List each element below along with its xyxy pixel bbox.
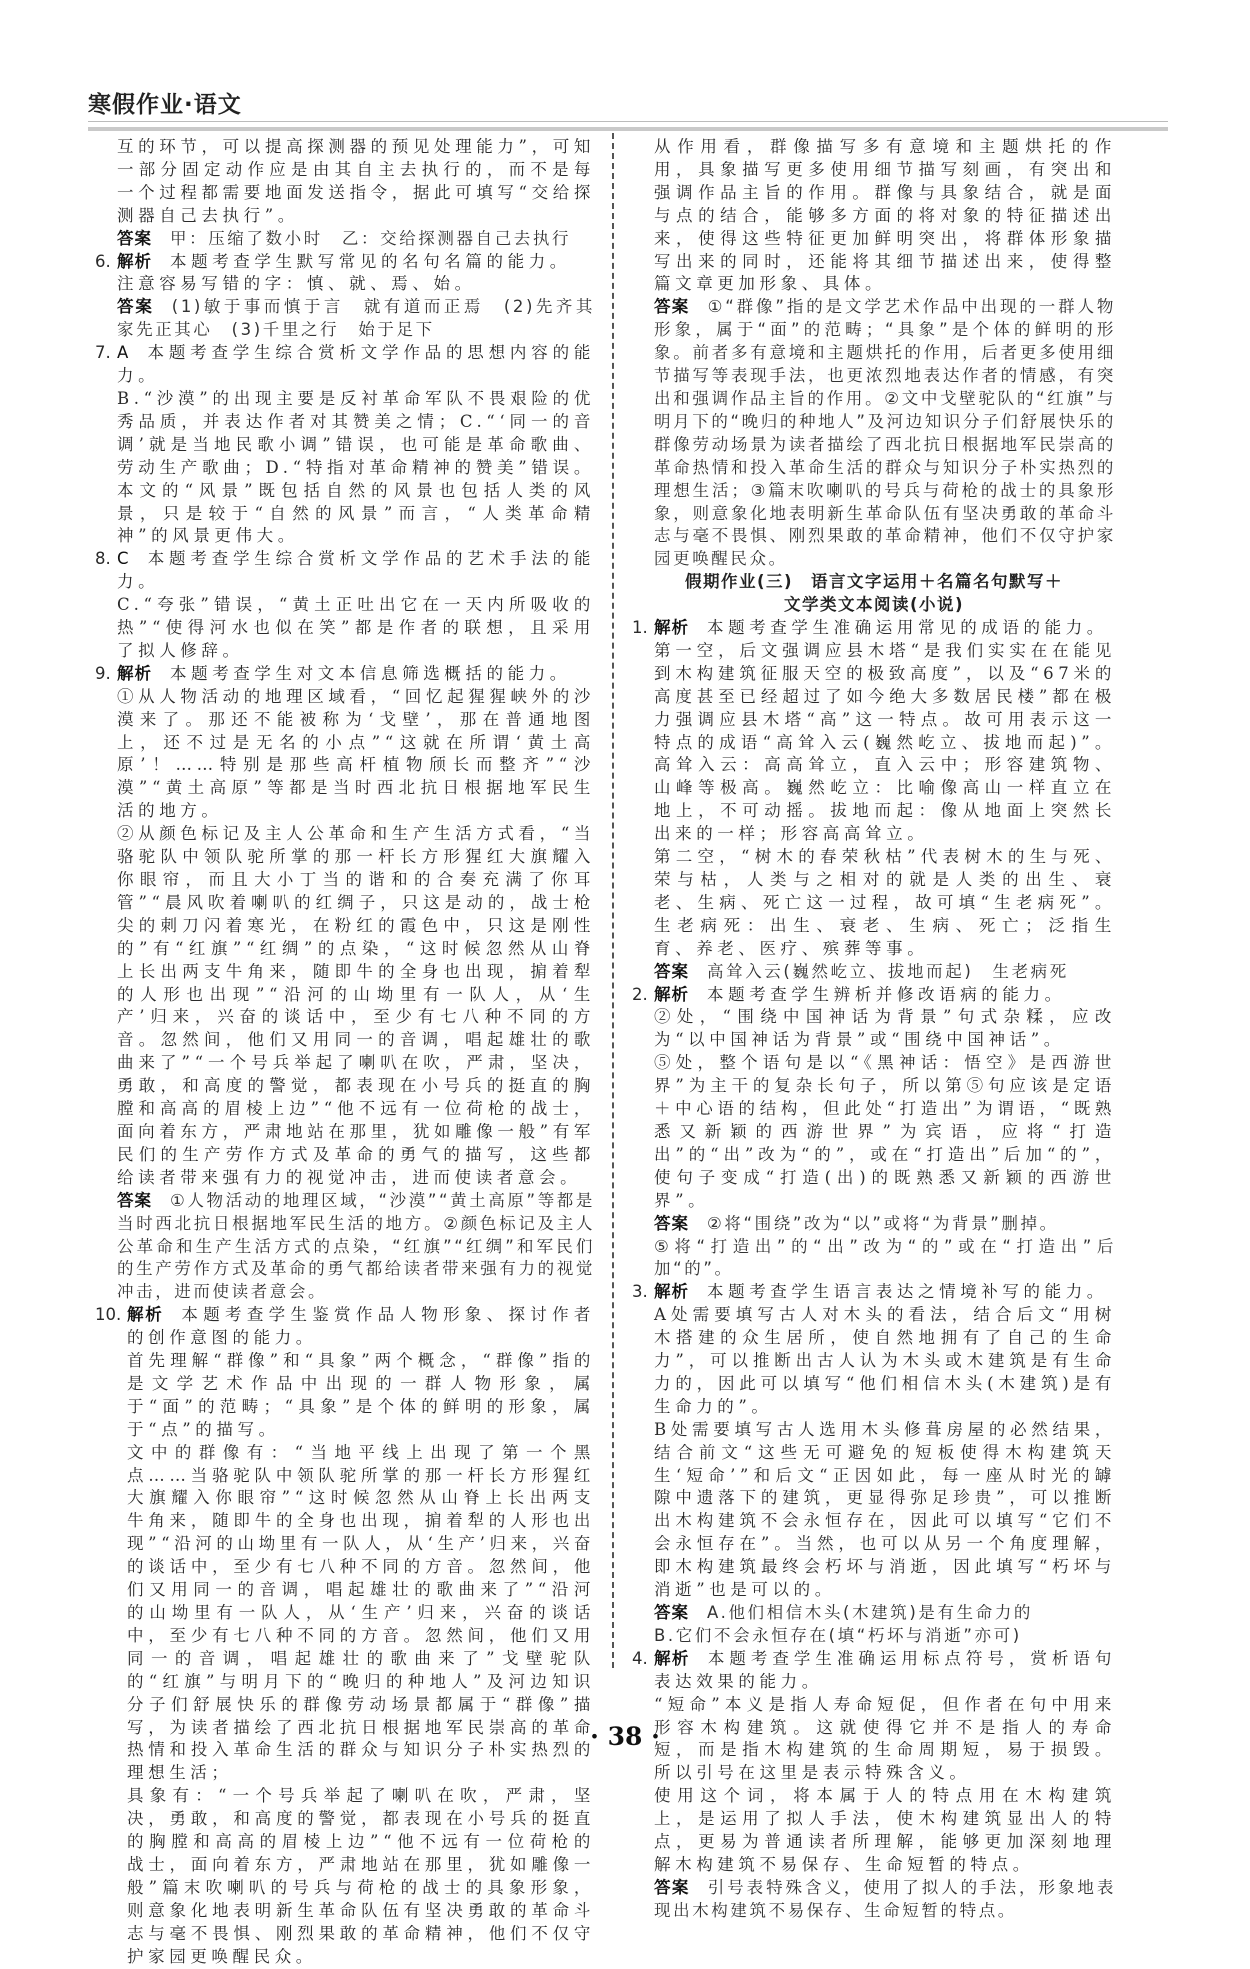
question-tag: 解析	[117, 663, 152, 683]
answer-text: 甲：压缩了数小时 乙：交给探测器自己去执行	[170, 228, 572, 248]
answer-text: (1)敏于事而慎于言 就有道而正焉 (2)先齐其家先正其心 (3)千里之行 始于足下	[117, 297, 595, 340]
paragraph-text: 具象有：“一个号兵举起了喇叭在吹，严肃，坚决，勇敢，和高度的警觉，都表现在小号兵的挺直的胸膛和高高的眉棱上边”“他不远有一位荷枪的战士，面向着东方，严肃地站在那里，犹如雕像一般”篇末吹喇叭的号兵与荷枪的战士的具象形象，则意象化地表明新生革命队伍有坚决勇敢的革命斗志与毫不畏惧、刚烈果敢的革命精神，他们不仅守护家园更唤醒民众。	[127, 1786, 595, 1966]
question-tag: 解析	[127, 1305, 164, 1325]
question-item	[632, 1648, 1116, 1694]
paragraph-text: 互的环节，可以提高探测器的预见处理能力”，可知一部分固定动作应是由其自主去执行的，而不是每一个过程都需要地面发送指令，据此可填写“交给探测器自己去执行”。	[117, 137, 595, 225]
answer-label: 答案	[654, 961, 689, 981]
answer-label: 答案	[654, 297, 690, 317]
answer-text: A.他们相信木头(木建筑)是有生命力的	[707, 1603, 1034, 1622]
paragraph-text: ②处，“围绕中国神话为背景”句式杂糅，应改为“以中国神话为背景”或“围绕中国神话”。	[654, 1007, 1116, 1050]
paragraph-text: 首先理解“群像”和“具象”两个概念，“群像”指的是文学艺术作品中出现的一群人物形象，属于“面”的范畴；“具象”是个体的鲜明的形象，属于“点”的描写。	[127, 1351, 595, 1439]
paragraph-text: 注意容易写错的字：慎、就、焉、始。	[117, 274, 476, 294]
question-item	[632, 617, 1116, 640]
answer-text: ②将“围绕”改为“以”或将“为背景”删掉。	[707, 1213, 1059, 1233]
header-rule-thick	[88, 127, 1168, 131]
answer-block	[632, 961, 1116, 984]
answer-text: ①“群像”指的是文学艺术作品中出现的一群人物形象，属于“面”的范畴；“具象”是个体的鲜明的形象。前者多有意境和主题烘托的作用，后者更多使用细节描写等表现手法，也更浓烈地表达作者的情感，有突出和强调作品主旨的作用。②文中戈壁驼队的“红旗”与明月下的“晚归的种地人”及河边知识分子们舒展快乐的群像劳动场景为读者描绘了西北抗日根据地军民崇高的革命热情和投入革命生活的群众与知识分子朴实热烈的理想生活；③篇末吹喇叭的号兵与荷枪的战士的具象形象，则意象化地表明新生革命队伍有坚决勇敢的革命斗志与毫不畏惧、刚烈果敢的革命精神，他们不仅守护家园更唤醒民众。	[654, 297, 1116, 569]
explanation-paragraph	[632, 1419, 1116, 1602]
question-text: 本题考查学生辨析并修改语病的能力。	[707, 984, 1066, 1004]
question-text: 本题考查学生对文本信息筛选概括的能力。	[170, 663, 571, 683]
answer-label: 答案	[654, 1213, 689, 1233]
question-tag: 解析	[654, 1282, 689, 1302]
answer-text: 高耸入云(巍然屹立、拔地而起) 生老病死	[707, 961, 1069, 981]
answer-block	[632, 296, 1116, 571]
answer-label: 答案	[117, 1190, 153, 1210]
paragraph-text: ②从颜色标记及主人公革命和生产生活方式看，“当骆驼队中领队驼所掌的那一杆长方形猩红大旗耀入你眼帘，而且大小丁当的谐和的合奏充满了你耳管”“晨风吹着喇叭的红绸子，只这是动的，战士枪尖的刺刀闪着寒光，在粉红的霞色中，只这是刚性的”有“红旗”“红绸”的点染，“这时候忽然从山脊上长出两支牛角来，随即牛的全身也出现，掮着犁的人形也出现”“沿河的山坳里有一队人，从‘生产’归来，兴奋的谈话中，至少有七八种不同的方音。忽然间，他们又用同一的音调，唱起雄壮的歌曲来了”“一个号兵举起了喇叭在吹，严肃，坚决，勇敢，和高度的警觉，都表现在小号兵的挺直的胸膛和高高的眉棱上边”“他不远有一位荷枪的战士，面向着东方，严肃地站在那里，犹如雕像一般”有军民们的生产劳作方式及革命的勇气的描写，这些都给读者带来强有力的视觉冲击，进而使读者意会。	[117, 824, 595, 1187]
explanation-paragraph	[95, 1785, 595, 1968]
answer-block	[632, 1602, 1116, 1625]
explanation-paragraph	[632, 136, 1116, 296]
answer-block	[95, 1190, 595, 1305]
answer-label: 答案	[117, 228, 152, 248]
question-number: 4.	[632, 1648, 648, 1668]
explanation-paragraph	[632, 640, 1116, 846]
section-heading-line: 假期作业(三) 语言文字运用＋名篇名句默写＋	[684, 572, 1064, 592]
question-text: 本题考查学生语言表达之情境补写的能力。	[707, 1282, 1108, 1302]
explanation-paragraph	[632, 1052, 1116, 1212]
answer-label: 答案	[654, 1877, 690, 1897]
answer-block	[632, 1625, 1116, 1648]
page-number-value: 38	[607, 1722, 643, 1751]
question-item	[95, 251, 595, 274]
question-tag: 解析	[654, 984, 689, 1004]
answer-text: ①人物活动的地理区域，“沙漠”“黄土高原”等都是当时西北抗日根据地军民生活的地方。②颜色标记及主人公革命和生产生活方式的点染，“红旗”“红绸”和军民们的生产劳作方式及革命的勇气都给读者带来强有力的视觉冲击，进而使读者意会。	[117, 1190, 596, 1302]
question-tag: C	[117, 549, 130, 569]
explanation-paragraph	[632, 1785, 1116, 1877]
paragraph-text: B处需要填写古人选用木头修葺房屋的必然结果，结合前文“这些无可避免的短板使得木构建筑天生‘短命’”和后文“正因如此，每一座从时光的罅隙中遗落下的建筑，更显得弥足珍贵”，可以推断出木构建筑不会永恒存在，因此可以填写“它们不会永恒存在”。当然，也可以从另一个角度理解，即木构建筑最终会朽坏与消逝，因此填写“朽坏与消逝”也是可以的。	[654, 1419, 1116, 1600]
answer-block	[95, 228, 595, 251]
explanation-paragraph	[95, 1350, 595, 1442]
explanation-paragraph	[95, 273, 595, 296]
section-heading-line: 文学类文本阅读(小说)	[783, 595, 965, 615]
answer-text: ⑤将“打造出”的“出”改为“的”或在“打造出”后加“的”。	[654, 1236, 1116, 1279]
paragraph-text: A处需要填写古人对木头的看法，结合后文“用树木搭建的众生居所，使自然地拥有了自己的生命力”，可以推断出古人认为木头或木建筑是有生命力的，因此可以填写“他们相信木头(木建筑)是有生命力的”。	[654, 1305, 1116, 1416]
page-header-title: 寒假作业·语文	[88, 92, 242, 118]
paragraph-text: ①从人物活动的地理区域看，“回忆起猩猩峡外的沙漠来了。那还不能被称为‘戈壁’，那在普通地图上，还不过是无名的小点”“这就在所谓‘黄土高原’！……特别是那些高杆植物颀长而整齐”“沙漠”“黄土高原”等都是当时西北抗日根据地军民生活的地方。	[117, 686, 595, 821]
explanation-paragraph	[95, 594, 595, 663]
question-number: 8.	[95, 549, 111, 569]
question-item	[95, 663, 595, 686]
question-text: 本题考查学生准确运用标点符号，赏析语句表达效果的能力。	[654, 1648, 1116, 1691]
question-number: 6.	[95, 251, 111, 271]
answer-block	[632, 1877, 1116, 1923]
question-number: 1.	[632, 618, 648, 638]
question-item	[632, 1281, 1116, 1304]
explanation-paragraph	[95, 823, 595, 1190]
question-number: 9.	[95, 663, 111, 683]
section-heading	[632, 571, 1116, 617]
question-text: 本题考查学生综合赏析文学作品的思想内容的能力。	[117, 343, 595, 386]
paragraph-text: 从作用看，群像描写多有意境和主题烘托的作用，具象描写更多使用细节描写刻画，有突出和强调作品主旨的作用。群像与具象结合，就是面与点的结合，能够多方面的将对象的特征描述出来，使得这些特征更加鲜明突出，将群体形象描写出来的同时，还能将其细节描述出来，使得整篇文章更加形象、具体。	[654, 137, 1116, 294]
answer-label: 答案	[654, 1603, 689, 1622]
question-text: 本题考查学生综合赏析文学作品的艺术手法的能力。	[117, 549, 595, 592]
question-item	[95, 1304, 595, 1350]
answer-block	[632, 1236, 1116, 1282]
header-rule	[88, 121, 1168, 122]
question-number: 2.	[632, 984, 648, 1004]
question-number: 10.	[95, 1305, 122, 1325]
question-item	[95, 548, 595, 594]
answer-label: 答案	[117, 297, 154, 317]
paragraph-text: 第二空，“树木的春荣秋枯”代表树木的生与死、荣与枯，人类与之相对的就是人类的出生、衰老、生病、死亡这一过程，故可填“生老病死”。生老病死：出生、衰老、生病、死亡；泛指生育、养老、医疗、殡葬等事。	[654, 847, 1116, 958]
explanation-paragraph	[95, 388, 595, 548]
answer-text: 引号表特殊含义，使用了拟人的手法，形象地表现出木构建筑不易保存、生命短暂的特点。	[654, 1877, 1116, 1920]
answer-block	[95, 296, 595, 342]
question-item	[95, 342, 595, 388]
paragraph-text: 文中的群像有：“当地平线上出现了第一个黑点……当骆驼队中领队驼所掌的那一杆长方形猩红大旗耀入你眼帘”“这时候忽然从山脊上长出两支牛角来，随即牛的全身也出现，掮着犁的人形也出现”“沿河的山坳里有一队人，从‘生产’归来，兴奋的谈话中，至少有七八种不同的方音。忽然间，他们又用同一的音调，唱起雄壮的歌曲来了”“沿河的山坳里有一队人，从‘生产’归来，兴奋的谈话中，至少有七八种不同的方音。忽然间，他们又用同一的音调，唱起雄壮的歌曲来了”戈壁驼队的“红旗”与明月下的“晚归的种地人”及河边知识分子们舒展快乐的群像劳动场景都属于“群像”描写，为读者描绘了西北抗日根据地军民崇高的革命热情和投入革命生活的群众与知识分子朴实热烈的理想生活；	[127, 1442, 595, 1783]
question-text: 本题考查学生鉴赏作品人物形象、探讨作者的创作意图的能力。	[127, 1305, 596, 1348]
column-divider	[612, 133, 614, 1668]
answer-block	[632, 1213, 1116, 1236]
question-text: 本题考查学生准确运用常见的成语的能力。	[707, 618, 1108, 638]
paragraph-text: 使用这个词，将本属于人的特点用在木构建筑上，是运用了拟人手法，使木构建筑显出人的特点，更易为普通读者所理解，能够更加深刻地理解木构建筑不易保存、生命短暂的特点。	[654, 1786, 1116, 1874]
answer-text: B.它们不会永恒存在(填“朽坏与消逝”亦可)	[654, 1625, 1022, 1645]
question-number: 3.	[632, 1282, 648, 1302]
question-number: 7.	[95, 343, 111, 363]
paragraph-text: C.“夸张”错误，“黄土正吐出它在一天内所吸收的热”“使得河水也似在笑”都是作者的联想，且采用了拟人修辞。	[117, 595, 595, 660]
explanation-paragraph	[632, 1006, 1116, 1052]
page-number: · 38 ·	[590, 1722, 660, 1751]
question-tag: 解析	[117, 251, 152, 271]
question-text: 本题考查学生默写常见的名句名篇的能力。	[170, 251, 571, 271]
paragraph-text: ⑤处，整个语句是以“《黑神话：悟空》是西游世界”为主干的复杂长句子，所以第⑤句应该是定语＋中心语的结构，但此处“打造出”为谓语，“既熟悉又新颖的西游世界”为宾语，应将“打造出”的“出”改为“的”，或在“打造出”后加“的”，使句子变成“打造(出)的既熟悉又新颖的西游世界”。	[654, 1053, 1116, 1210]
explanation-paragraph	[632, 846, 1116, 961]
paragraph-text: B.“沙漠”的出现主要是反衬革命军队不畏艰险的优秀品质，并表达作者对其赞美之情；C.“‘同一的音调’就是当地民歌小调”错误，也可能是革命歌曲、劳动生产歌曲；D.“特指对革命精神的赞美”错误。本文的“风景”既包括自然的风景也包括人类的风景，只是较于“自然的风景”而言，“人类革命精神”的风景更伟大。	[117, 388, 595, 546]
right-column	[632, 136, 1116, 1923]
question-tag: 解析	[654, 618, 689, 638]
explanation-paragraph	[632, 1304, 1116, 1419]
paragraph-text: “短命”本义是指人寿命短促，但作者在句中用来形容木构建筑。这就使得它并不是指人的寿命短，而是指木构建筑的生命周期短，易于损毁。所以引号在这里是表示特殊含义。	[654, 1694, 1116, 1783]
left-column	[95, 136, 595, 1969]
question-item	[632, 984, 1116, 1007]
question-tag: 解析	[654, 1648, 690, 1668]
question-tag: A	[117, 343, 130, 363]
explanation-paragraph	[95, 136, 595, 228]
paragraph-text: 第一空，后文强调应县木塔“是我们实实在在能见到木构建筑征服天空的极致高度”，以及“67米的高度甚至已经超过了如今绝大多数居民楼”都在极力强调应县木塔“高”这一特点。故可用表示这一特点的成语“高耸入云(巍然屹立、拔地而起)”。高耸入云：高高耸立，直入云中；形容建筑物、山峰等极高。巍然屹立：比喻像高山一样直立在地上，不可动摇。拔地而起：像从地面上突然长出来的一样；形容高高耸立。	[654, 640, 1116, 844]
explanation-paragraph	[95, 686, 595, 823]
